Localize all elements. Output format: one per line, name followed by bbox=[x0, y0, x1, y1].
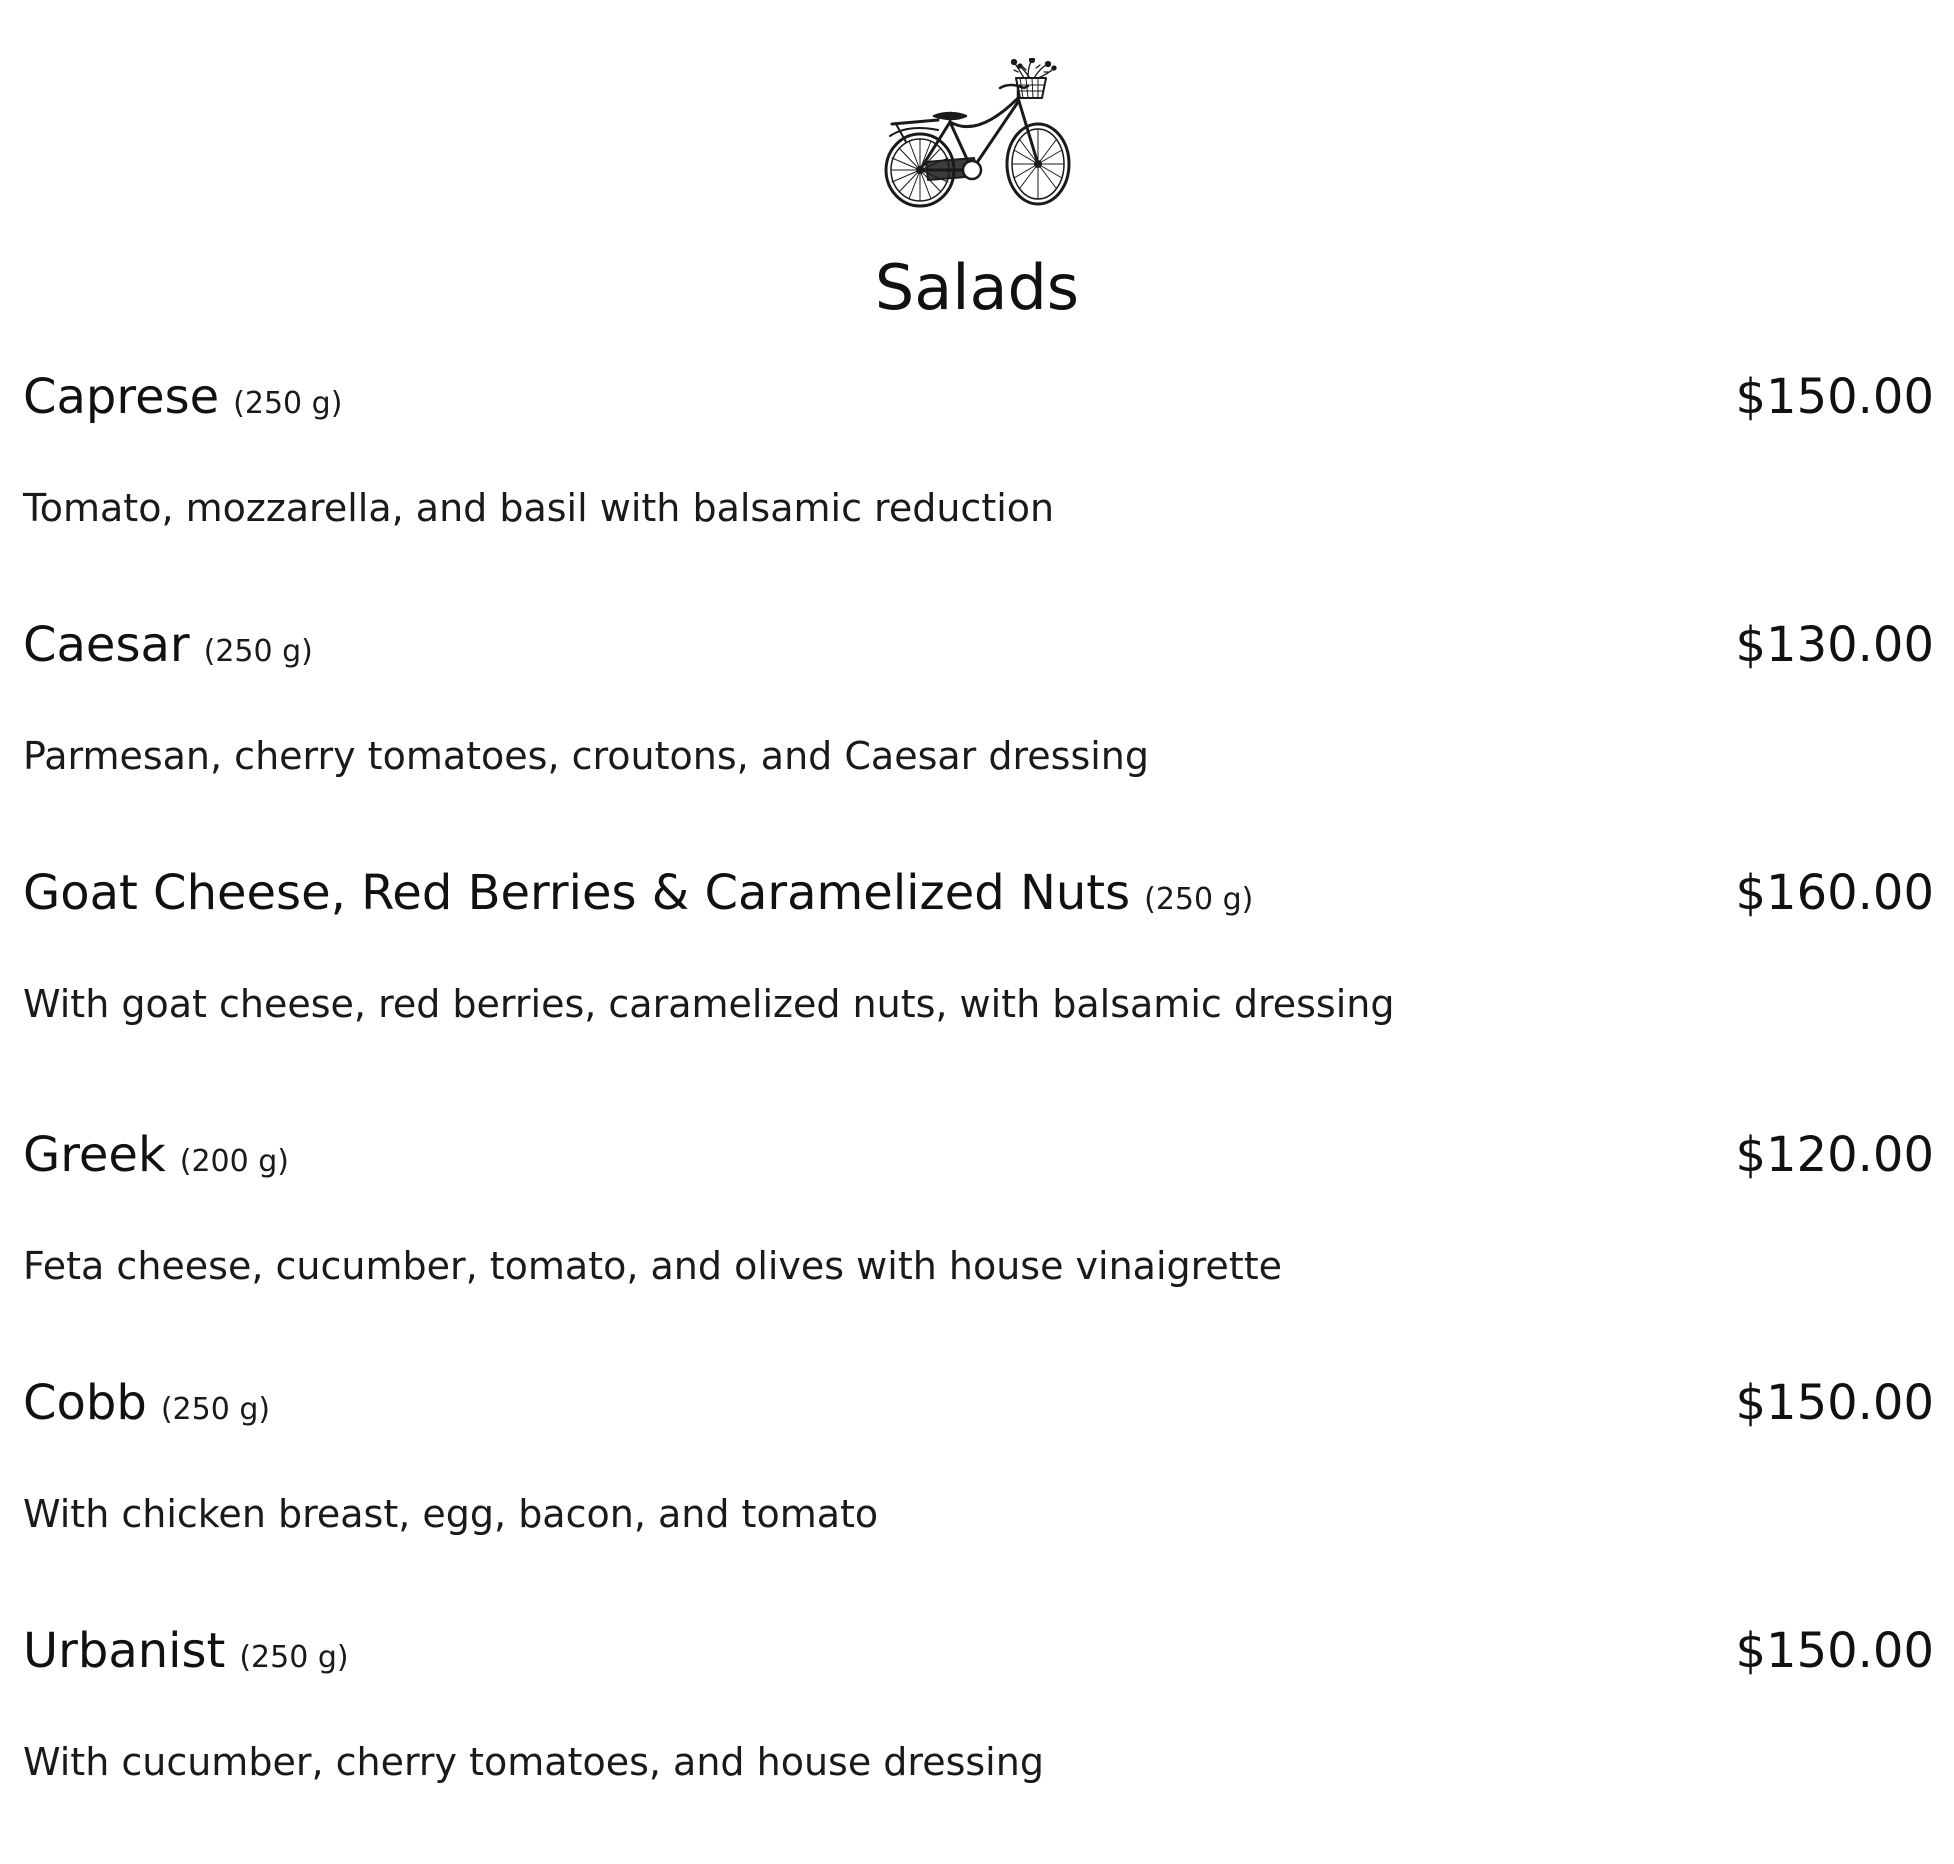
menu-item-description: Tomato, mozzarella, and basil with balsamic reduction bbox=[23, 486, 1055, 530]
menu-item-header bbox=[23, 610, 1934, 680]
menu-item-weight: (250 g) bbox=[239, 1640, 349, 1675]
menu-item-title bbox=[23, 1120, 289, 1197]
menu-item-description: With cucumber, cherry tomatoes, and house dressing bbox=[23, 1740, 1044, 1784]
menu-item-header bbox=[23, 362, 1934, 432]
menu-item-greek bbox=[23, 1120, 1934, 1368]
menu-item-description: Feta cheese, cucumber, tomato, and olives with house vinaigrette bbox=[23, 1244, 1282, 1288]
menu-item-urbanist bbox=[23, 1616, 1934, 1864]
menu-item-price: $150.00 bbox=[1735, 1623, 1934, 1679]
menu-item-name: Cobb bbox=[23, 1375, 147, 1431]
menu-list bbox=[23, 362, 1934, 1864]
menu-item-description: With chicken breast, egg, bacon, and tomato bbox=[23, 1492, 879, 1536]
menu-item-price: $150.00 bbox=[1735, 369, 1934, 425]
menu-item-header bbox=[23, 1616, 1934, 1686]
bicycle-with-flower-basket-icon bbox=[878, 58, 1074, 210]
menu-item-name: Caesar bbox=[23, 617, 190, 673]
menu-item-goat-cheese bbox=[23, 858, 1934, 1120]
menu-item-caprese bbox=[23, 362, 1934, 610]
menu-item-name: Greek bbox=[23, 1127, 166, 1183]
menu-item-weight: (200 g) bbox=[179, 1144, 289, 1179]
menu-item-price: $150.00 bbox=[1735, 1375, 1934, 1431]
menu-item-title bbox=[23, 858, 1253, 935]
menu-item-name: Caprese bbox=[23, 369, 220, 425]
menu-item-title bbox=[23, 1368, 270, 1445]
menu-item-description: Parmesan, cherry tomatoes, croutons, and Caesar dressing bbox=[23, 734, 1150, 778]
menu-item-title bbox=[23, 1616, 349, 1693]
menu-item-header bbox=[23, 858, 1934, 928]
menu-item-header bbox=[23, 1120, 1934, 1190]
menu-item-name: Goat Cheese, Red Berries & Caramelized Nuts bbox=[23, 865, 1131, 921]
menu-item-weight: (250 g) bbox=[160, 1392, 271, 1427]
section-title: Salads bbox=[874, 251, 1080, 324]
menu-item-price: $160.00 bbox=[1735, 865, 1934, 921]
menu-item-name: Urbanist bbox=[23, 1623, 226, 1679]
menu-item-weight: (250 g) bbox=[1144, 882, 1254, 917]
menu-item-title bbox=[23, 362, 342, 439]
menu-item-price: $120.00 bbox=[1735, 1127, 1934, 1183]
menu-item-price: $130.00 bbox=[1735, 617, 1934, 673]
menu-item-title bbox=[23, 610, 313, 687]
menu-item-weight: (250 g) bbox=[203, 634, 313, 669]
menu-item-caesar bbox=[23, 610, 1934, 858]
menu-item-header bbox=[23, 1368, 1934, 1438]
menu-item-description: With goat cheese, red berries, caramelized nuts, with balsamic dressing bbox=[23, 982, 1395, 1026]
menu-item-weight: (250 g) bbox=[233, 386, 343, 421]
menu-item-cobb bbox=[23, 1368, 1934, 1616]
